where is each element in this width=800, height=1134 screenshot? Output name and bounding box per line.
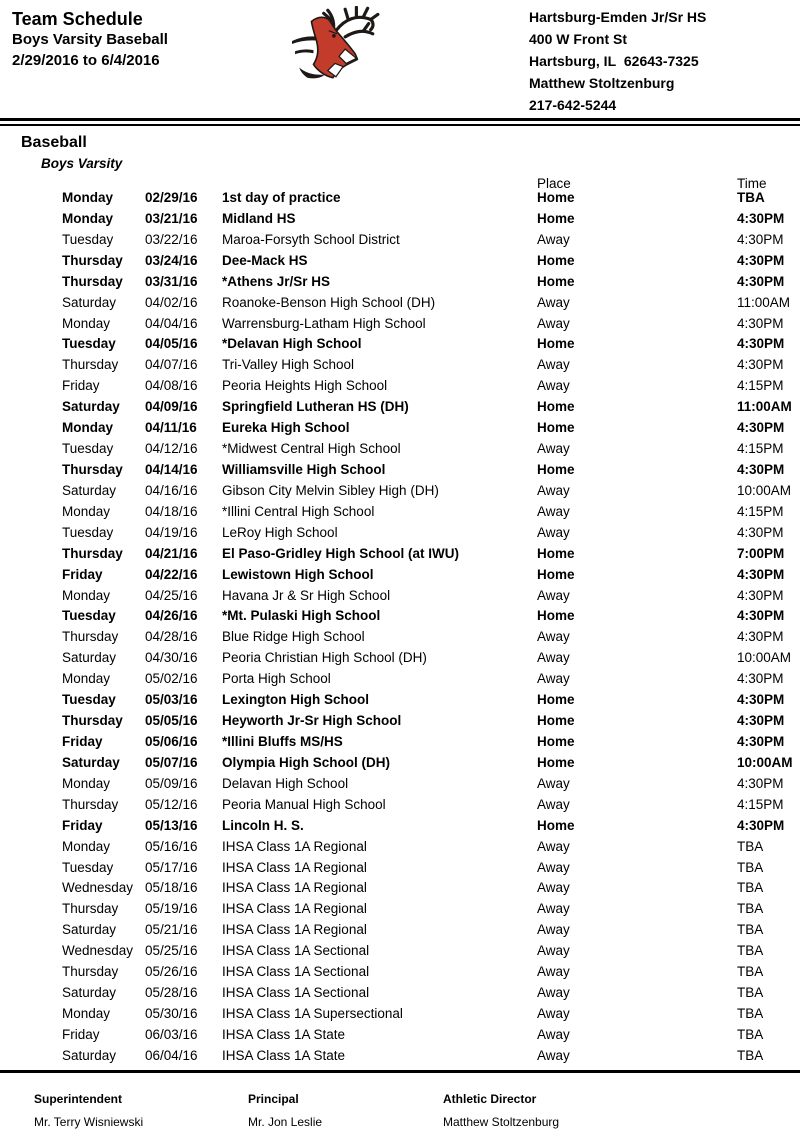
date-cell: 02/29/16: [145, 190, 198, 205]
place-cell: Away: [537, 838, 570, 854]
time-cell: 4:30PM: [737, 608, 785, 624]
date-cell: 04/11/16: [145, 420, 197, 436]
table-row: [0, 816, 800, 837]
place-cell: Away: [537, 943, 570, 959]
place-cell: Away: [537, 315, 570, 331]
table-row: [0, 983, 800, 1004]
date-cell: 03/24/16: [145, 252, 198, 268]
date-cell: 04/09/16: [145, 399, 198, 415]
place-cell: Home: [537, 713, 575, 729]
opponent-cell: Olympia High School (DH): [222, 754, 391, 770]
place-cell: Home: [537, 420, 575, 436]
day-cell: Saturday: [62, 650, 117, 666]
table-row: [0, 376, 800, 397]
time-cell: 4:30PM: [737, 461, 785, 477]
day-cell: Thursday: [62, 273, 123, 289]
day-cell: Tuesday: [62, 608, 116, 624]
time-cell: 4:30PM: [737, 733, 785, 749]
time-cell: TBA: [737, 880, 764, 896]
table-row: [0, 858, 800, 879]
opponent-cell: Blue Ridge High School: [222, 629, 365, 645]
table-row: [0, 460, 800, 481]
table-row: [0, 334, 800, 355]
place-cell: Away: [537, 796, 570, 812]
stag-mascot-logo-icon: [292, 6, 384, 85]
day-cell: Monday: [62, 587, 111, 603]
place-cell: Away: [537, 294, 570, 310]
table-row: [0, 627, 800, 648]
place-cell: Home: [537, 399, 575, 415]
date-cell: 05/17/16: [145, 859, 198, 875]
table-row: [0, 397, 800, 418]
date-cell: 04/26/16: [145, 608, 198, 624]
time-cell: 4:30PM: [737, 566, 785, 582]
date-cell: 05/26/16: [145, 964, 198, 980]
opponent-cell: Roanoke-Benson High School (DH): [222, 294, 436, 310]
date-cell: 05/12/16: [145, 796, 198, 812]
day-cell: Wednesday: [62, 943, 134, 959]
table-row: [0, 586, 800, 607]
day-cell: Saturday: [62, 985, 117, 1001]
day-cell: Monday: [62, 671, 111, 687]
date-cell: 05/13/16: [145, 817, 198, 833]
day-cell: Monday: [62, 210, 114, 226]
header-divider: [0, 118, 800, 126]
day-cell: Tuesday: [62, 336, 116, 352]
time-cell: TBA: [737, 1005, 764, 1021]
opponent-cell: *Athens Jr/Sr HS: [222, 273, 331, 289]
opponent-cell: LeRoy High School: [222, 524, 338, 540]
day-cell: Saturday: [62, 482, 117, 498]
place-cell: Away: [537, 629, 570, 645]
place-cell: Away: [537, 964, 570, 980]
opponent-cell: IHSA Class 1A State: [222, 1047, 346, 1063]
table-row: [0, 355, 800, 376]
opponent-cell: Lexington High School: [222, 692, 369, 708]
time-cell: 4:30PM: [737, 524, 784, 540]
place-cell: Away: [537, 441, 570, 457]
date-cell: 03/21/16: [145, 210, 198, 226]
day-cell: Friday: [62, 1026, 100, 1042]
place-cell: Away: [537, 231, 570, 247]
day-cell: Thursday: [62, 713, 123, 729]
time-cell: TBA: [737, 985, 764, 1001]
superintendent-name: Mr. Terry Wisniewski: [34, 1115, 144, 1129]
day-cell: Monday: [62, 420, 114, 436]
team-heading: Boys Varsity: [41, 156, 123, 171]
day-cell: Saturday: [62, 754, 120, 770]
place-cell: Away: [537, 650, 570, 666]
table-row: [0, 439, 800, 460]
day-cell: Thursday: [62, 461, 123, 477]
opponent-cell: El Paso-Gridley High School (at IWU): [222, 545, 460, 561]
time-cell: 4:30PM: [737, 231, 784, 247]
day-cell: Friday: [62, 817, 103, 833]
athletic-director-label: Athletic Director: [443, 1092, 537, 1106]
time-cell: 4:30PM: [737, 817, 785, 833]
date-cell: 06/03/16: [145, 1026, 198, 1042]
opponent-cell: IHSA Class 1A Sectional: [222, 964, 370, 980]
opponent-cell: *Delavan High School: [222, 336, 362, 352]
time-cell: 4:15PM: [737, 441, 784, 457]
time-cell: 11:00AM: [737, 294, 791, 310]
opponent-cell: Gibson City Melvin Sibley High (DH): [222, 482, 439, 498]
table-row: [0, 502, 800, 523]
time-cell: 4:30PM: [737, 357, 784, 373]
table-row: [0, 774, 800, 795]
time-cell: 4:30PM: [737, 273, 785, 289]
place-cell: Home: [537, 252, 575, 268]
date-cell: 04/18/16: [145, 503, 198, 519]
place-cell: Away: [537, 503, 570, 519]
day-cell: Thursday: [62, 545, 123, 561]
table-row: [0, 272, 800, 293]
opponent-cell: IHSA Class 1A Regional: [222, 859, 367, 875]
date-cell: 05/30/16: [145, 1005, 198, 1021]
schedule-rows: [0, 188, 800, 1067]
opponent-cell: Maroa-Forsyth School District: [222, 231, 400, 247]
time-cell: 4:30PM: [737, 775, 784, 791]
table-row: [0, 606, 800, 627]
day-cell: Friday: [62, 378, 100, 394]
time-cell: 4:30PM: [737, 713, 785, 729]
opponent-cell: Eureka High School: [222, 420, 350, 436]
place-cell: Home: [537, 608, 575, 624]
date-cell: 04/07/16: [145, 357, 198, 373]
day-cell: Monday: [62, 1005, 111, 1021]
opponent-cell: IHSA Class 1A Supersectional: [222, 1005, 403, 1021]
place-cell: Home: [537, 545, 575, 561]
contact-phone: 217-642-5244: [529, 97, 617, 113]
day-cell: Saturday: [62, 1047, 117, 1063]
contact-name: Matthew Stoltzenburg: [529, 75, 675, 91]
table-row: [0, 837, 800, 858]
place-cell: Away: [537, 587, 570, 603]
opponent-cell: Delavan High School: [222, 775, 349, 791]
place-cell: Away: [537, 985, 570, 1001]
opponent-cell: IHSA Class 1A Regional: [222, 901, 367, 917]
place-cell: Home: [537, 733, 575, 749]
date-cell: 06/04/16: [145, 1047, 198, 1063]
opponent-cell: *Midwest Central High School: [222, 441, 401, 457]
table-row: [0, 1046, 800, 1067]
date-cell: 05/07/16: [145, 754, 198, 770]
time-cell: 10:00AM: [737, 754, 793, 770]
superintendent-label: Superintendent: [34, 1092, 123, 1106]
place-cell: Home: [537, 190, 575, 205]
place-cell: Home: [537, 566, 575, 582]
opponent-cell: Tri-Valley High School: [222, 357, 355, 373]
time-cell: TBA: [737, 964, 764, 980]
opponent-cell: IHSA Class 1A Regional: [222, 922, 367, 938]
date-cell: 05/16/16: [145, 838, 198, 854]
place-cell: Home: [537, 461, 575, 477]
opponent-cell: Springfield Lutheran HS (DH): [222, 399, 409, 415]
opponent-cell: IHSA Class 1A State: [222, 1026, 346, 1042]
date-cell: 05/05/16: [145, 713, 198, 729]
day-cell: Thursday: [62, 629, 119, 645]
athletic-director-name: Matthew Stoltzenburg: [443, 1115, 560, 1129]
table-row: [0, 230, 800, 251]
opponent-cell: Lewistown High School: [222, 566, 374, 582]
col-header-time: Time: [737, 176, 767, 191]
time-cell: 4:30PM: [737, 336, 785, 352]
day-cell: Saturday: [62, 294, 117, 310]
date-cell: 05/09/16: [145, 775, 198, 791]
day-cell: Thursday: [62, 964, 119, 980]
opponent-cell: Peoria Christian High School (DH): [222, 650, 427, 666]
date-cell: 05/28/16: [145, 985, 198, 1001]
date-cell: 05/02/16: [145, 671, 198, 687]
opponent-cell: IHSA Class 1A Sectional: [222, 943, 370, 959]
table-row: [0, 314, 800, 335]
table-row: [0, 669, 800, 690]
place-cell: Home: [537, 210, 575, 226]
place-cell: Away: [537, 859, 570, 875]
opponent-cell: IHSA Class 1A Regional: [222, 838, 367, 854]
school-city-state-zip: Hartsburg, IL 62643-7325: [529, 53, 699, 69]
place-cell: Away: [537, 482, 570, 498]
opponent-cell: Lincoln H. S.: [222, 817, 304, 833]
time-cell: 11:00AM: [737, 399, 792, 415]
date-cell: 04/25/16: [145, 587, 198, 603]
opponent-cell: IHSA Class 1A Sectional: [222, 985, 370, 1001]
date-cell: 05/06/16: [145, 733, 198, 749]
day-cell: Monday: [62, 775, 111, 791]
place-cell: Home: [537, 273, 575, 289]
day-cell: Tuesday: [62, 441, 114, 457]
time-cell: TBA: [737, 943, 764, 959]
table-row: [0, 565, 800, 586]
time-cell: 4:30PM: [737, 210, 785, 226]
footer-divider: [0, 1070, 800, 1073]
place-cell: Away: [537, 1005, 570, 1021]
table-row: [0, 753, 800, 774]
school-address: 400 W Front St: [529, 31, 628, 47]
date-range: 2/29/2016 to 6/4/2016: [12, 52, 160, 69]
opponent-cell: IHSA Class 1A Regional: [222, 880, 367, 896]
date-cell: 04/02/16: [145, 294, 198, 310]
table-row: [0, 418, 800, 439]
sport-heading: Baseball: [21, 134, 87, 151]
table-row: [0, 962, 800, 983]
table-row: [0, 251, 800, 272]
table-row: [0, 544, 800, 565]
time-cell: TBA: [737, 1047, 764, 1063]
table-row: [0, 732, 800, 753]
school-info: [529, 6, 706, 116]
day-cell: Friday: [62, 733, 103, 749]
time-cell: TBA: [737, 838, 764, 854]
date-cell: 04/12/16: [145, 441, 198, 457]
opponent-cell: *Illini Central High School: [222, 503, 375, 519]
school-name: Hartsburg-Emden Jr/Sr HS: [529, 9, 707, 25]
time-cell: TBA: [737, 190, 765, 205]
table-row: [0, 711, 800, 732]
date-cell: 04/22/16: [145, 566, 198, 582]
time-cell: 4:30PM: [737, 315, 784, 331]
time-cell: 4:15PM: [737, 503, 784, 519]
principal-label: Principal: [248, 1092, 299, 1106]
opponent-cell: Heyworth Jr-Sr High School: [222, 713, 402, 729]
table-row: [0, 293, 800, 314]
day-cell: Thursday: [62, 901, 119, 917]
day-cell: Thursday: [62, 796, 119, 812]
time-cell: 4:15PM: [737, 378, 784, 394]
time-cell: 4:30PM: [737, 252, 785, 268]
table-row: [0, 209, 800, 230]
table-row: [0, 795, 800, 816]
date-cell: 04/28/16: [145, 629, 198, 645]
time-cell: TBA: [737, 922, 764, 938]
date-cell: 04/19/16: [145, 524, 198, 540]
day-cell: Tuesday: [62, 524, 114, 540]
day-cell: Saturday: [62, 399, 120, 415]
day-cell: Monday: [62, 190, 114, 205]
day-cell: Tuesday: [62, 231, 114, 247]
opponent-cell: Peoria Manual High School: [222, 796, 386, 812]
date-cell: 05/19/16: [145, 901, 198, 917]
date-cell: 05/03/16: [145, 692, 198, 708]
time-cell: 10:00AM: [737, 650, 792, 666]
day-cell: Monday: [62, 838, 111, 854]
time-cell: 7:00PM: [737, 545, 785, 561]
table-row: [0, 1025, 800, 1046]
time-cell: 4:15PM: [737, 796, 784, 812]
time-cell: TBA: [737, 859, 764, 875]
day-cell: Monday: [62, 503, 111, 519]
opponent-cell: Porta High School: [222, 671, 331, 687]
table-row: [0, 648, 800, 669]
place-cell: Home: [537, 692, 575, 708]
opponent-cell: Dee-Mack HS: [222, 252, 308, 268]
date-cell: 04/30/16: [145, 650, 198, 666]
place-cell: Away: [537, 880, 570, 896]
time-cell: TBA: [737, 1026, 764, 1042]
day-cell: Wednesday: [62, 880, 134, 896]
day-cell: Monday: [62, 315, 111, 331]
table-row: [0, 188, 800, 209]
day-cell: Tuesday: [62, 859, 114, 875]
date-cell: 05/18/16: [145, 880, 198, 896]
place-cell: Home: [537, 817, 575, 833]
header-left: [12, 8, 168, 71]
date-cell: 05/25/16: [145, 943, 198, 959]
opponent-cell: Peoria Heights High School: [222, 378, 388, 394]
date-cell: 03/31/16: [145, 273, 198, 289]
opponent-cell: 1st day of practice: [222, 190, 341, 205]
footer-athletic-director: [443, 1092, 559, 1129]
day-cell: Thursday: [62, 252, 123, 268]
table-row: [0, 920, 800, 941]
date-cell: 04/16/16: [145, 482, 198, 498]
place-cell: Away: [537, 671, 570, 687]
date-cell: 05/21/16: [145, 922, 198, 938]
col-header-place: Place: [537, 176, 571, 191]
time-cell: 4:30PM: [737, 671, 784, 687]
table-row: [0, 481, 800, 502]
place-cell: Away: [537, 901, 570, 917]
footer-principal: [248, 1092, 322, 1129]
date-cell: 04/14/16: [145, 461, 198, 477]
time-cell: 4:30PM: [737, 587, 784, 603]
day-cell: Tuesday: [62, 692, 116, 708]
place-cell: Away: [537, 775, 570, 791]
opponent-cell: Warrensburg-Latham High School: [222, 315, 426, 331]
principal-name: Mr. Jon Leslie: [248, 1115, 323, 1129]
time-cell: 4:30PM: [737, 420, 785, 436]
time-cell: 10:00AM: [737, 482, 792, 498]
opponent-cell: *Mt. Pulaski High School: [222, 608, 381, 624]
table-row: [0, 878, 800, 899]
opponent-cell: Havana Jr & Sr High School: [222, 587, 391, 603]
day-cell: Thursday: [62, 357, 119, 373]
date-cell: 04/04/16: [145, 315, 198, 331]
opponent-cell: Midland HS: [222, 210, 296, 226]
day-cell: Friday: [62, 566, 103, 582]
place-cell: Away: [537, 922, 570, 938]
date-cell: 04/05/16: [145, 336, 198, 352]
place-cell: Away: [537, 378, 570, 394]
place-cell: Away: [537, 357, 570, 373]
table-row: [0, 1004, 800, 1025]
table-row: [0, 690, 800, 711]
place-cell: Home: [537, 336, 575, 352]
time-cell: 4:30PM: [737, 629, 784, 645]
footer-superintendent: [34, 1092, 143, 1129]
opponent-cell: *Illini Bluffs MS/HS: [222, 733, 343, 749]
page-title: Team Schedule: [12, 9, 143, 29]
place-cell: Away: [537, 1026, 570, 1042]
time-cell: 4:30PM: [737, 692, 785, 708]
date-cell: 04/08/16: [145, 378, 198, 394]
place-cell: Away: [537, 524, 570, 540]
opponent-cell: Williamsville High School: [222, 461, 386, 477]
team-subtitle: Boys Varsity Baseball: [12, 31, 168, 48]
place-cell: Home: [537, 754, 575, 770]
table-row: [0, 941, 800, 962]
table-row: [0, 523, 800, 544]
date-cell: 04/21/16: [145, 545, 198, 561]
date-cell: 03/22/16: [145, 231, 198, 247]
time-cell: TBA: [737, 901, 764, 917]
day-cell: Saturday: [62, 922, 117, 938]
place-cell: Away: [537, 1047, 570, 1063]
table-row: [0, 899, 800, 920]
